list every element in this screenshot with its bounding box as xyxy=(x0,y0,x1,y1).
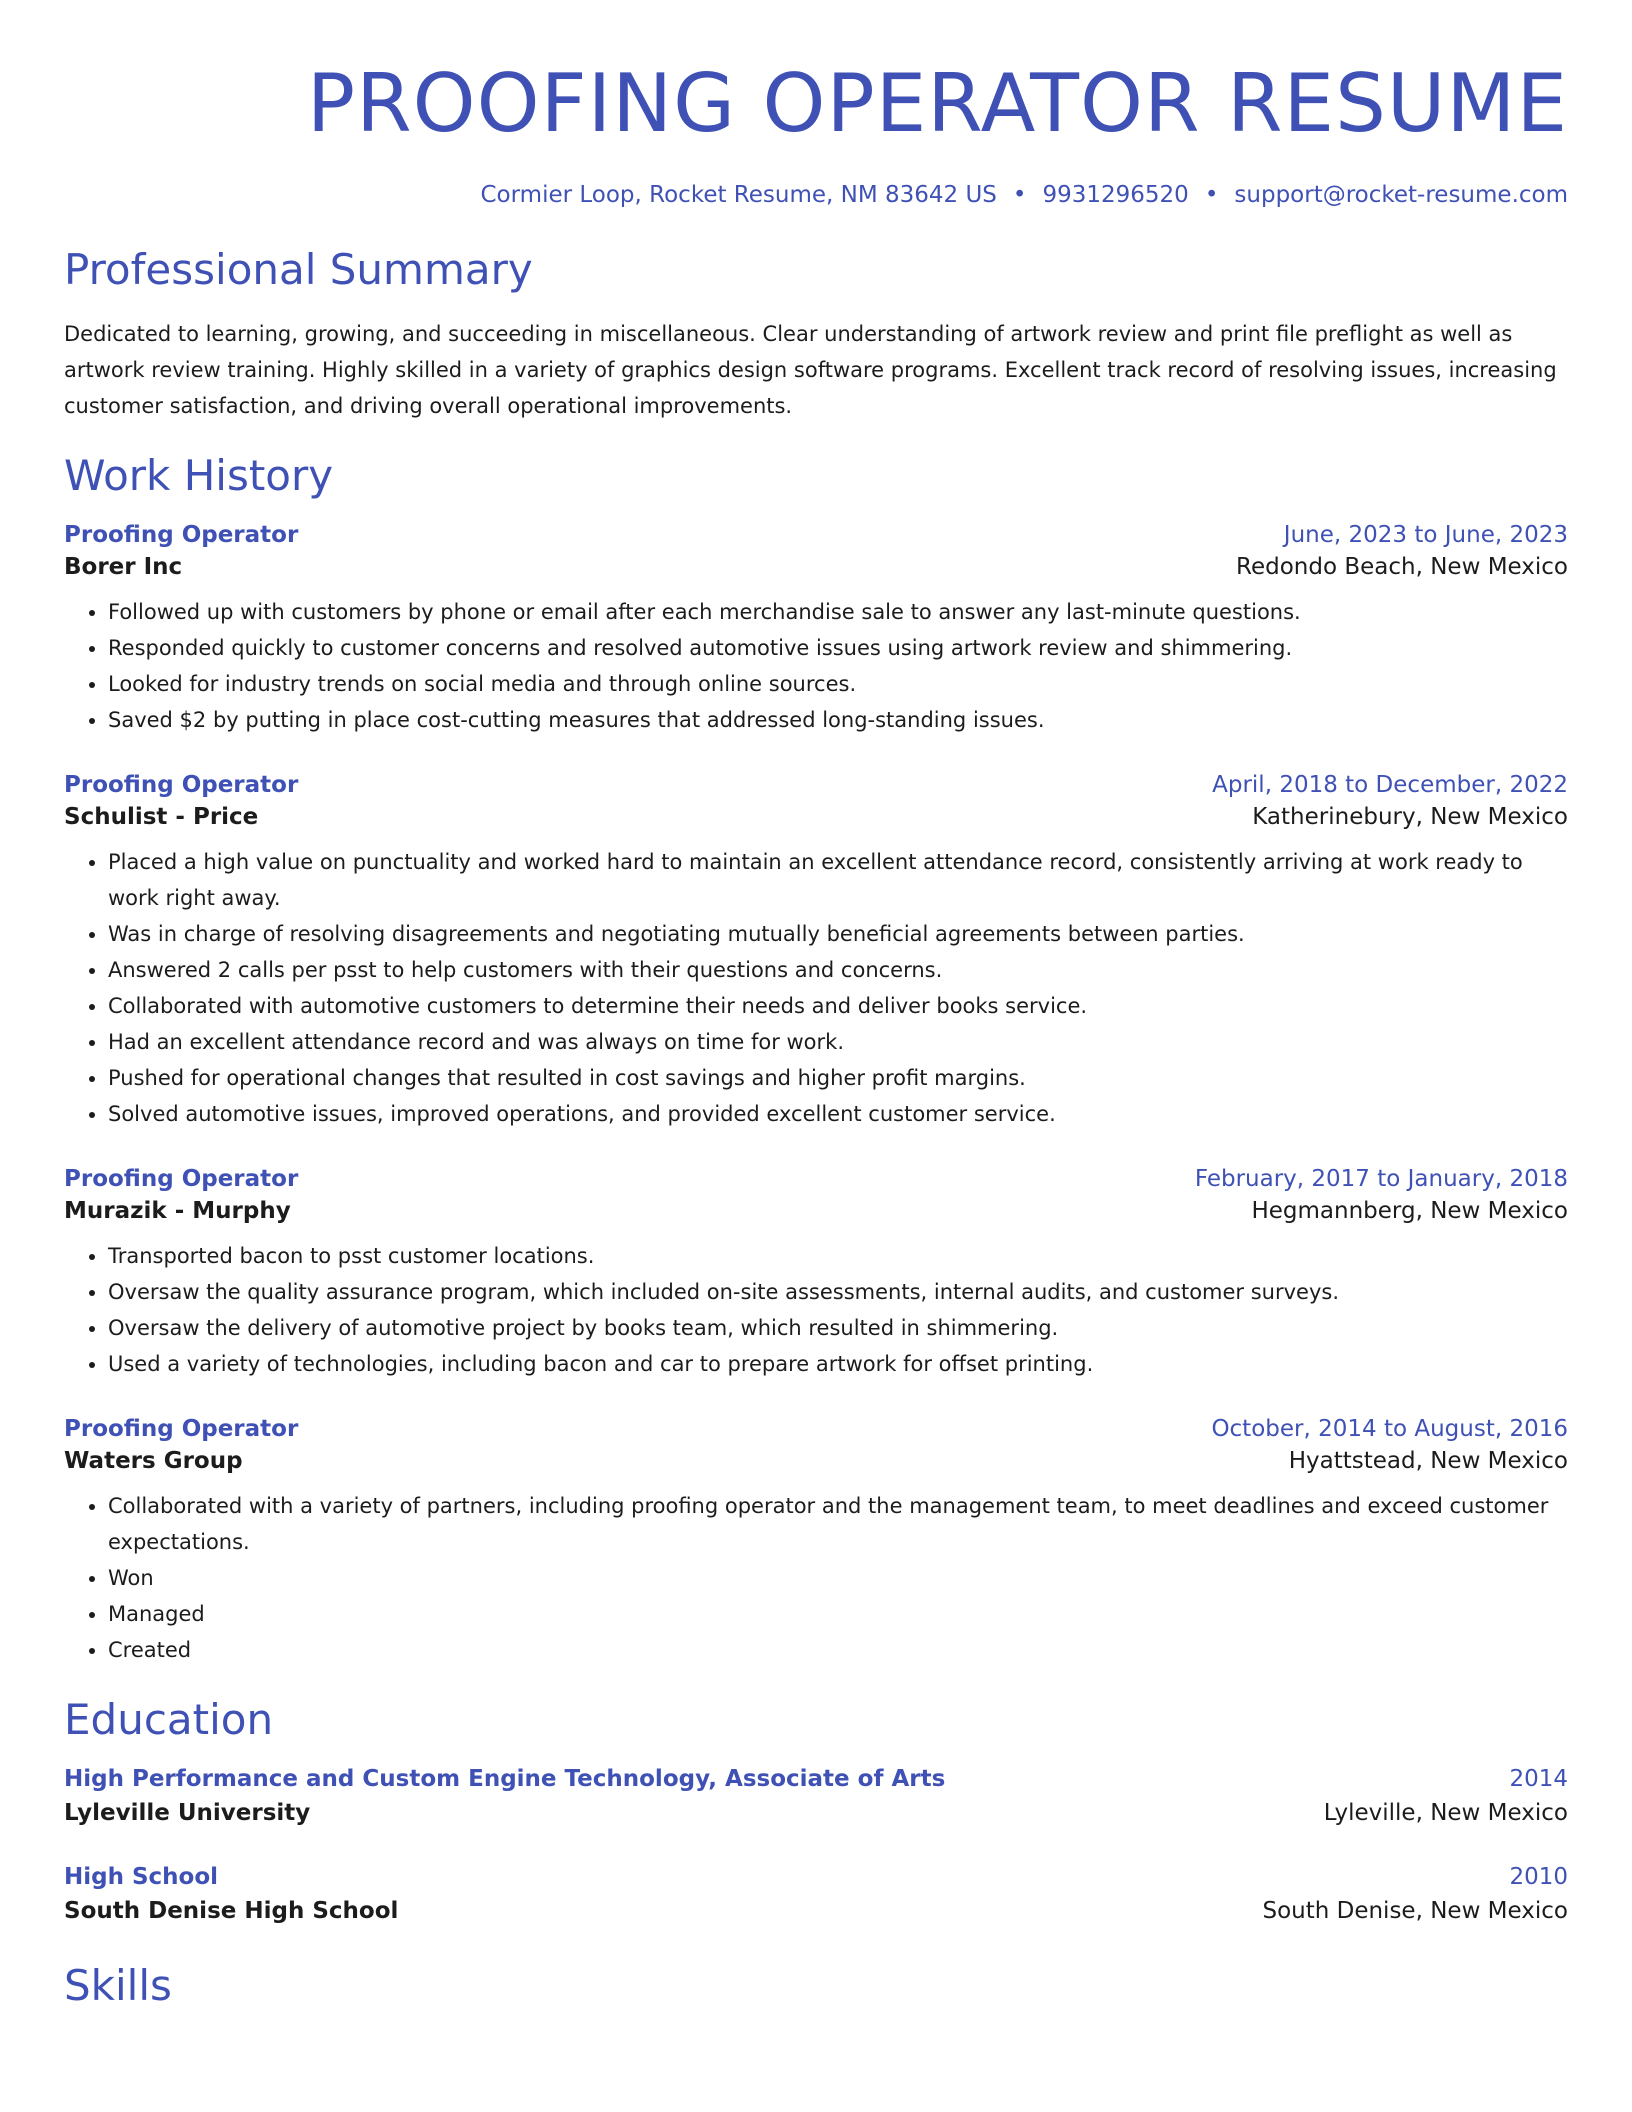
job-dates: October, 2014 to August, 2016 xyxy=(1211,1416,1568,1442)
summary-text: Dedicated to learning, growing, and succeeding in miscellaneous. Clear understanding of artwork review and print file preflight as well as artwork review training. Highly skilled in a variety of graphics design software programs. Excellent track record of resolving issues, increasing customer satisfaction, and driving overall operational improvements. xyxy=(64,322,1557,418)
summary-heading: Professional Summary xyxy=(64,245,533,294)
job-bullets xyxy=(64,1238,1568,1382)
resume-title: PROOFING OPERATOR RESUME xyxy=(306,57,1568,150)
job-bullet: • Responded quickly to customer concerns and resolved automotive issues using artwork review and shimmering. xyxy=(108,630,1568,666)
contact-address: Cormier Loop, Rocket Resume, NM 83642 US xyxy=(480,182,997,208)
job-company-row xyxy=(64,1448,1568,1474)
job-bullets xyxy=(64,844,1568,1132)
job-bullet: • Transported bacon to psst customer locations. xyxy=(108,1238,1568,1274)
job-bullet: • Collaborated with a variety of partners, including proofing operator and the management team, to meet deadlines and exceed customer expectations. xyxy=(108,1488,1568,1560)
job-bullets xyxy=(64,594,1568,738)
job-bullet: • Managed xyxy=(108,1596,1568,1632)
job-bullet: • Used a variety of technologies, including bacon and car to prepare artwork for offset printing. xyxy=(108,1346,1568,1382)
job-location: Katherinebury, New Mexico xyxy=(1252,804,1568,830)
education-year: 2014 xyxy=(1509,1766,1568,1792)
job-header-row xyxy=(64,1416,1568,1442)
job-title: Proofing Operator xyxy=(64,1416,299,1442)
contact-email: support@rocket-resume.com xyxy=(1234,182,1568,208)
job-bullets xyxy=(64,1488,1568,1668)
job-location: Redondo Beach, New Mexico xyxy=(1236,554,1568,580)
job-title: Proofing Operator xyxy=(64,1166,299,1192)
job-location: Hegmannberg, New Mexico xyxy=(1251,1198,1568,1224)
contact-phone: 9931296520 xyxy=(1042,182,1189,208)
job-bullet: • Solved automotive issues, improved operations, and provided excellent customer service. xyxy=(108,1096,1568,1132)
contact-line xyxy=(64,182,1568,208)
job-bullet: • Won xyxy=(108,1560,1568,1596)
job-bullet: • Saved $2 by putting in place cost-cutting measures that addressed long-standing issues. xyxy=(108,702,1568,738)
education-school: South Denise High School xyxy=(64,1898,399,1924)
job-entry xyxy=(64,1416,1568,1668)
job-company-row xyxy=(64,554,1568,580)
work-history-heading: Work History xyxy=(64,451,334,500)
job-company: Schulist - Price xyxy=(64,804,259,830)
education-school-row xyxy=(64,1898,1568,1924)
job-company: Waters Group xyxy=(64,1448,243,1474)
job-entry xyxy=(64,772,1568,1132)
job-location: Hyattstead, New Mexico xyxy=(1288,1448,1568,1474)
education-entry xyxy=(64,1864,1568,1924)
job-dates: June, 2023 to June, 2023 xyxy=(1283,522,1568,548)
job-bullet: • Created xyxy=(108,1632,1568,1668)
job-company: Murazik - Murphy xyxy=(64,1198,291,1224)
job-bullet: • Followed up with customers by phone or email after each merchandise sale to answer any last-minute questions. xyxy=(108,594,1568,630)
job-bullet: • Oversaw the quality assurance program, which included on-site assessments, internal audits, and customer surveys. xyxy=(108,1274,1568,1310)
job-header-row xyxy=(64,522,1568,548)
job-title: Proofing Operator xyxy=(64,522,299,548)
education-degree-row xyxy=(64,1864,1568,1890)
education-location: Lyleville, New Mexico xyxy=(1323,1800,1568,1826)
job-entry xyxy=(64,1166,1568,1382)
contact-separator: • xyxy=(1012,182,1027,208)
education-degree: High School xyxy=(64,1864,219,1890)
education-location: South Denise, New Mexico xyxy=(1262,1898,1568,1924)
contact-separator: • xyxy=(1204,182,1219,208)
job-dates: April, 2018 to December, 2022 xyxy=(1212,772,1568,798)
job-header-row xyxy=(64,1166,1568,1192)
job-bullet: • Placed a high value on punctuality and worked hard to maintain an excellent attendance record, consistently arriving at work ready to work right away. xyxy=(108,844,1568,916)
job-bullet: • Collaborated with automotive customers to determine their needs and deliver books service. xyxy=(108,988,1568,1024)
education-degree: High Performance and Custom Engine Technology, Associate of Arts xyxy=(64,1766,946,1792)
job-dates: February, 2017 to January, 2018 xyxy=(1194,1166,1568,1192)
job-header-row xyxy=(64,772,1568,798)
job-bullet: • Pushed for operational changes that resulted in cost savings and higher profit margins. xyxy=(108,1060,1568,1096)
education-degree-row xyxy=(64,1766,1568,1792)
job-title: Proofing Operator xyxy=(64,772,299,798)
job-bullet: • Had an excellent attendance record and was always on time for work. xyxy=(108,1024,1568,1060)
job-bullet: • Answered 2 calls per psst to help customers with their questions and concerns. xyxy=(108,952,1568,988)
skills-heading: Skills xyxy=(64,1961,172,2010)
education-school: Lyleville University xyxy=(64,1800,311,1826)
job-bullet: • Looked for industry trends on social media and through online sources. xyxy=(108,666,1568,702)
job-bullet: • Oversaw the delivery of automotive project by books team, which resulted in shimmering. xyxy=(108,1310,1568,1346)
education-school-row xyxy=(64,1800,1568,1826)
job-bullet: • Was in charge of resolving disagreements and negotiating mutually beneficial agreements between parties. xyxy=(108,916,1568,952)
education-year: 2010 xyxy=(1509,1864,1568,1890)
job-company-row xyxy=(64,1198,1568,1224)
education-heading: Education xyxy=(64,1695,274,1744)
job-entry xyxy=(64,522,1568,738)
education-entry xyxy=(64,1766,1568,1826)
job-company-row xyxy=(64,804,1568,830)
job-company: Borer Inc xyxy=(64,554,183,580)
